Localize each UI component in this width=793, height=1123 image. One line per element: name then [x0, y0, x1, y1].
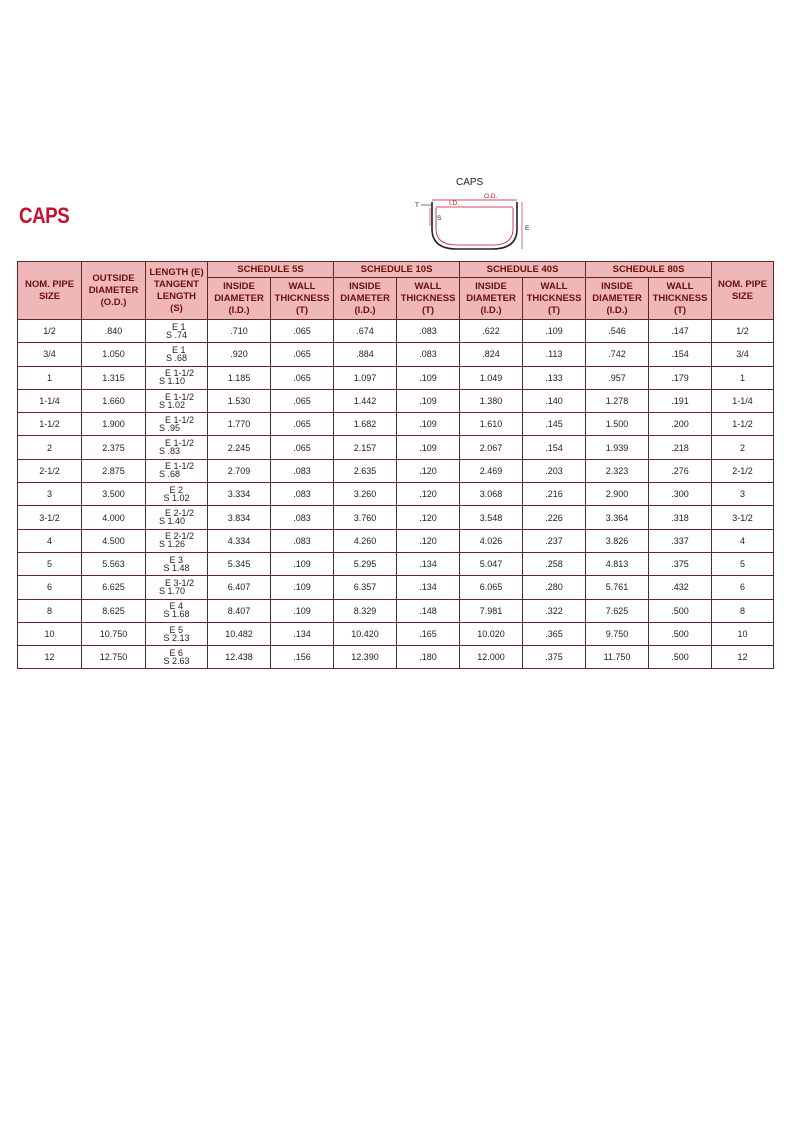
length-values [159, 532, 194, 548]
cell-5s-wall-thickness: .083 [271, 483, 334, 506]
length-e-value: E 6 [169, 647, 183, 658]
cell-80s-inside-diameter: 1.500 [586, 413, 649, 436]
table-row [18, 413, 774, 436]
cell-5s-wall-thickness: .083 [271, 529, 334, 552]
cell-5s-wall-thickness: .134 [271, 622, 334, 645]
cell-nom-pipe-size: 4 [18, 529, 82, 552]
header-schedule-80s: SCHEDULE 80S [586, 262, 712, 278]
cell-nom-pipe-size-right: 4 [712, 529, 774, 552]
length-values [159, 509, 194, 525]
cell-80s-inside-diameter: .957 [586, 366, 649, 389]
cell-nom-pipe-size-right: 12 [712, 646, 774, 669]
cell-40s-wall-thickness: .258 [523, 552, 586, 575]
cell-40s-wall-thickness: .203 [523, 459, 586, 482]
cell-length [146, 459, 208, 482]
cell-outside-diameter: 5.563 [82, 552, 146, 575]
cell-length [146, 576, 208, 599]
table-header-group-row [18, 262, 774, 278]
cell-outside-diameter: 2.875 [82, 459, 146, 482]
table-body [18, 320, 774, 669]
header-schedule-10s: SCHEDULE 10S [334, 262, 460, 278]
cell-5s-wall-thickness: .065 [271, 436, 334, 459]
length-values [159, 579, 194, 595]
cell-80s-wall-thickness: .300 [649, 483, 712, 506]
cell-80s-wall-thickness: .191 [649, 389, 712, 412]
cell-outside-diameter: 4.000 [82, 506, 146, 529]
cell-40s-inside-diameter: 2.469 [460, 459, 523, 482]
diagram-s-label: S [437, 215, 442, 222]
cell-40s-wall-thickness: .154 [523, 436, 586, 459]
cell-5s-inside-diameter: .920 [208, 343, 271, 366]
length-s-value: S 2.13 [163, 632, 190, 643]
length-s-value: S 2.63 [163, 655, 190, 666]
cell-40s-inside-diameter: 10.020 [460, 622, 523, 645]
cell-10s-wall-thickness: .109 [397, 389, 460, 412]
cell-5s-inside-diameter: 6.407 [208, 576, 271, 599]
cell-10s-inside-diameter: .884 [334, 343, 397, 366]
cell-40s-wall-thickness: .365 [523, 622, 586, 645]
cell-10s-inside-diameter: .674 [334, 320, 397, 343]
header-5s-wall-thickness: WALL THICKNESS (T) [271, 278, 334, 320]
cell-10s-wall-thickness: .109 [397, 413, 460, 436]
cell-nom-pipe-size: 1 [18, 366, 82, 389]
cell-40s-wall-thickness: .140 [523, 389, 586, 412]
length-e-value: E 4 [169, 601, 183, 612]
cell-nom-pipe-size: 3-1/2 [18, 506, 82, 529]
length-e-value: E 5 [169, 624, 183, 635]
cell-length [146, 646, 208, 669]
cell-length [146, 599, 208, 622]
cell-80s-inside-diameter: .546 [586, 320, 649, 343]
length-e-value: E 3-1/2 [164, 577, 195, 588]
cell-5s-wall-thickness: .065 [271, 413, 334, 436]
caps-diagram [412, 174, 542, 254]
cell-5s-wall-thickness: .083 [271, 459, 334, 482]
cell-5s-inside-diameter: 8.407 [208, 599, 271, 622]
cell-80s-inside-diameter: 1.278 [586, 389, 649, 412]
cap-outer-outline [432, 202, 517, 249]
cell-length [146, 320, 208, 343]
cell-5s-inside-diameter: 12.438 [208, 646, 271, 669]
cell-80s-wall-thickness: .147 [649, 320, 712, 343]
cell-nom-pipe-size: 10 [18, 622, 82, 645]
cell-nom-pipe-size-right: 2 [712, 436, 774, 459]
header-40s-wall-thickness: WALL THICKNESS (T) [523, 278, 586, 320]
cell-nom-pipe-size-right: 3/4 [712, 343, 774, 366]
length-s-value: S 1.70 [158, 585, 186, 596]
table-row [18, 483, 774, 506]
cell-10s-wall-thickness: .134 [397, 552, 460, 575]
header-length: LENGTH (E) TANGENT LENGTH (S) [146, 262, 208, 320]
cell-80s-wall-thickness: .375 [649, 552, 712, 575]
table-row [18, 646, 774, 669]
length-s-value: S .74 [165, 329, 187, 340]
cell-40s-wall-thickness: .145 [523, 413, 586, 436]
cell-5s-inside-diameter: 1.770 [208, 413, 271, 436]
cell-5s-wall-thickness: .156 [271, 646, 334, 669]
length-e-value: E 2-1/2 [164, 508, 195, 519]
cell-80s-wall-thickness: .337 [649, 529, 712, 552]
cell-5s-inside-diameter: 4.334 [208, 529, 271, 552]
cell-length [146, 506, 208, 529]
cell-length [146, 343, 208, 366]
header-schedule-40s: SCHEDULE 40S [460, 262, 586, 278]
cell-nom-pipe-size-right: 5 [712, 552, 774, 575]
cell-nom-pipe-size: 2-1/2 [18, 459, 82, 482]
cell-nom-pipe-size-right: 1-1/4 [712, 389, 774, 412]
length-s-value: S 1.26 [158, 539, 186, 550]
length-e-value: E 2 [169, 484, 183, 495]
cell-40s-wall-thickness: .375 [523, 646, 586, 669]
table-row [18, 529, 774, 552]
cell-nom-pipe-size: 1/2 [18, 320, 82, 343]
length-values [159, 393, 194, 409]
cell-40s-inside-diameter: 2.067 [460, 436, 523, 459]
cell-outside-diameter: 2.375 [82, 436, 146, 459]
cell-40s-inside-diameter: 5.047 [460, 552, 523, 575]
cell-10s-wall-thickness: .120 [397, 529, 460, 552]
cell-length [146, 529, 208, 552]
cell-10s-inside-diameter: 1.442 [334, 389, 397, 412]
cell-80s-wall-thickness: .218 [649, 436, 712, 459]
length-e-value: E 1-1/2 [164, 414, 195, 425]
cell-5s-wall-thickness: .065 [271, 320, 334, 343]
cell-5s-inside-diameter: .710 [208, 320, 271, 343]
length-e-value: E 1 [171, 344, 186, 355]
table-row [18, 320, 774, 343]
cell-outside-diameter: 1.660 [82, 389, 146, 412]
cell-nom-pipe-size: 3 [18, 483, 82, 506]
length-values [159, 462, 194, 478]
cell-10s-inside-diameter: 10.420 [334, 622, 397, 645]
cell-80s-wall-thickness: .500 [649, 622, 712, 645]
cell-10s-inside-diameter: 1.682 [334, 413, 397, 436]
caps-table [17, 261, 774, 669]
header-outside-diameter: OUTSIDE DIAMETER (O.D.) [82, 262, 146, 320]
cell-nom-pipe-size-right: 3-1/2 [712, 506, 774, 529]
cell-outside-diameter: 12.750 [82, 646, 146, 669]
cell-80s-wall-thickness: .200 [649, 413, 712, 436]
table-row [18, 436, 774, 459]
cell-nom-pipe-size: 1-1/2 [18, 413, 82, 436]
header-5s-inside-diameter: INSIDE DIAMETER (I.D.) [208, 278, 271, 320]
cell-5s-inside-diameter: 2.245 [208, 436, 271, 459]
cell-80s-inside-diameter: 11.750 [586, 646, 649, 669]
cell-length [146, 389, 208, 412]
cell-40s-wall-thickness: .237 [523, 529, 586, 552]
cell-5s-inside-diameter: 3.834 [208, 506, 271, 529]
cell-40s-inside-diameter: 1.049 [460, 366, 523, 389]
cell-40s-wall-thickness: .109 [523, 320, 586, 343]
cell-10s-wall-thickness: .165 [397, 622, 460, 645]
length-s-value: S 1.40 [158, 516, 186, 527]
length-e-value: E 1-1/2 [164, 391, 195, 402]
header-nom-pipe-size-right: NOM. PIPE SIZE [712, 262, 774, 320]
table-row [18, 506, 774, 529]
cell-80s-wall-thickness: .318 [649, 506, 712, 529]
cell-length [146, 552, 208, 575]
length-s-value: S .68 [165, 352, 187, 363]
cell-5s-inside-diameter: 3.334 [208, 483, 271, 506]
cell-40s-wall-thickness: .226 [523, 506, 586, 529]
cell-5s-wall-thickness: .109 [271, 552, 334, 575]
cell-10s-wall-thickness: .120 [397, 506, 460, 529]
cell-80s-inside-diameter: 9.750 [586, 622, 649, 645]
cell-outside-diameter: 1.315 [82, 366, 146, 389]
cell-80s-inside-diameter: 2.900 [586, 483, 649, 506]
cell-5s-inside-diameter: 1.530 [208, 389, 271, 412]
length-s-value: S .68 [158, 469, 180, 480]
cell-10s-inside-diameter: 3.260 [334, 483, 397, 506]
cell-10s-wall-thickness: .180 [397, 646, 460, 669]
cell-length [146, 366, 208, 389]
length-values [166, 346, 187, 362]
length-values [163, 602, 189, 618]
cell-outside-diameter: 10.750 [82, 622, 146, 645]
cell-80s-wall-thickness: .154 [649, 343, 712, 366]
cell-10s-inside-diameter: 8.329 [334, 599, 397, 622]
length-e-value: E 2-1/2 [164, 531, 195, 542]
cell-outside-diameter: 1.050 [82, 343, 146, 366]
cell-80s-inside-diameter: .742 [586, 343, 649, 366]
length-s-value: S .83 [158, 446, 180, 457]
length-e-value: E 1-1/2 [164, 368, 195, 379]
cell-40s-inside-diameter: .824 [460, 343, 523, 366]
length-values [159, 416, 194, 432]
length-values [163, 649, 189, 665]
cell-10s-wall-thickness: .083 [397, 343, 460, 366]
cap-inner-outline [436, 208, 513, 245]
cell-outside-diameter: 6.625 [82, 576, 146, 599]
cell-80s-wall-thickness: .276 [649, 459, 712, 482]
table-row [18, 576, 774, 599]
cell-40s-inside-diameter: 6.065 [460, 576, 523, 599]
cell-40s-wall-thickness: .322 [523, 599, 586, 622]
cell-10s-inside-diameter: 5.295 [334, 552, 397, 575]
cell-length [146, 622, 208, 645]
header-40s-inside-diameter: INSIDE DIAMETER (I.D.) [460, 278, 523, 320]
cell-80s-inside-diameter: 3.364 [586, 506, 649, 529]
cell-nom-pipe-size: 1-1/4 [18, 389, 82, 412]
cell-nom-pipe-size: 6 [18, 576, 82, 599]
cell-nom-pipe-size-right: 1/2 [712, 320, 774, 343]
cell-10s-wall-thickness: .134 [397, 576, 460, 599]
cell-10s-wall-thickness: .109 [397, 366, 460, 389]
length-s-value: S 1.02 [158, 399, 186, 410]
cell-10s-inside-diameter: 2.635 [334, 459, 397, 482]
cell-40s-inside-diameter: 3.068 [460, 483, 523, 506]
cell-nom-pipe-size-right: 10 [712, 622, 774, 645]
cell-40s-wall-thickness: .113 [523, 343, 586, 366]
cell-40s-inside-diameter: 1.380 [460, 389, 523, 412]
cell-10s-inside-diameter: 12.390 [334, 646, 397, 669]
cell-nom-pipe-size-right: 8 [712, 599, 774, 622]
cell-40s-inside-diameter: 4.026 [460, 529, 523, 552]
cell-length [146, 483, 208, 506]
cell-40s-wall-thickness: .280 [523, 576, 586, 599]
length-values [166, 323, 187, 339]
cell-5s-wall-thickness: .109 [271, 576, 334, 599]
table-row [18, 366, 774, 389]
cell-outside-diameter: 3.500 [82, 483, 146, 506]
cell-10s-wall-thickness: .083 [397, 320, 460, 343]
cell-80s-inside-diameter: 7.625 [586, 599, 649, 622]
cell-nom-pipe-size: 8 [18, 599, 82, 622]
cell-nom-pipe-size: 12 [18, 646, 82, 669]
cell-80s-inside-diameter: 4.813 [586, 552, 649, 575]
header-80s-inside-diameter: INSIDE DIAMETER (I.D.) [586, 278, 649, 320]
cell-5s-wall-thickness: .065 [271, 343, 334, 366]
cell-80s-inside-diameter: 3.826 [586, 529, 649, 552]
cell-nom-pipe-size-right: 3 [712, 483, 774, 506]
page-title: CAPS [19, 203, 70, 228]
cell-40s-inside-diameter: 1.610 [460, 413, 523, 436]
length-s-value: S 1.48 [163, 562, 190, 573]
length-e-value: E 1-1/2 [164, 461, 195, 472]
cell-10s-inside-diameter: 2.157 [334, 436, 397, 459]
cell-nom-pipe-size-right: 1 [712, 366, 774, 389]
cell-5s-wall-thickness: .083 [271, 506, 334, 529]
header-schedule-5s: SCHEDULE 5S [208, 262, 334, 278]
length-s-value: S .95 [158, 422, 180, 433]
cell-nom-pipe-size-right: 6 [712, 576, 774, 599]
length-e-value: E 3 [169, 554, 183, 565]
length-s-value: S 1.10 [158, 376, 186, 387]
header-80s-wall-thickness: WALL THICKNESS (T) [649, 278, 712, 320]
cell-10s-inside-diameter: 4.260 [334, 529, 397, 552]
length-values [163, 486, 189, 502]
length-e-value: E 1 [171, 321, 186, 332]
cell-80s-wall-thickness: .500 [649, 646, 712, 669]
cell-10s-wall-thickness: .120 [397, 459, 460, 482]
cell-nom-pipe-size-right: 2-1/2 [712, 459, 774, 482]
cell-80s-inside-diameter: 2.323 [586, 459, 649, 482]
cell-40s-wall-thickness: .216 [523, 483, 586, 506]
length-s-value: S 1.02 [163, 492, 190, 503]
table-row [18, 459, 774, 482]
cell-nom-pipe-size: 3/4 [18, 343, 82, 366]
table-row [18, 599, 774, 622]
cell-10s-inside-diameter: 6.357 [334, 576, 397, 599]
diagram-od-label: O.D. [484, 193, 498, 200]
cell-nom-pipe-size: 5 [18, 552, 82, 575]
cell-40s-wall-thickness: .133 [523, 366, 586, 389]
cell-10s-wall-thickness: .120 [397, 483, 460, 506]
cell-nom-pipe-size-right: 1-1/2 [712, 413, 774, 436]
cell-80s-inside-diameter: 1.939 [586, 436, 649, 459]
table-row [18, 343, 774, 366]
cell-length [146, 413, 208, 436]
header-10s-inside-diameter: INSIDE DIAMETER (I.D.) [334, 278, 397, 320]
cell-10s-wall-thickness: .109 [397, 436, 460, 459]
cell-10s-inside-diameter: 1.097 [334, 366, 397, 389]
cell-40s-inside-diameter: .622 [460, 320, 523, 343]
length-values [163, 556, 189, 572]
cell-5s-inside-diameter: 1.185 [208, 366, 271, 389]
cell-80s-wall-thickness: .500 [649, 599, 712, 622]
length-e-value: E 1-1/2 [164, 438, 195, 449]
cell-40s-inside-diameter: 12.000 [460, 646, 523, 669]
cell-nom-pipe-size: 2 [18, 436, 82, 459]
cell-outside-diameter: 4.500 [82, 529, 146, 552]
cell-outside-diameter: 1.900 [82, 413, 146, 436]
cell-5s-inside-diameter: 2.709 [208, 459, 271, 482]
cell-5s-inside-diameter: 5.345 [208, 552, 271, 575]
cell-outside-diameter: .840 [82, 320, 146, 343]
cell-5s-wall-thickness: .065 [271, 389, 334, 412]
length-values [159, 369, 194, 385]
cell-40s-inside-diameter: 3.548 [460, 506, 523, 529]
cell-5s-inside-diameter: 10.482 [208, 622, 271, 645]
cell-10s-inside-diameter: 3.760 [334, 506, 397, 529]
cell-80s-wall-thickness: .432 [649, 576, 712, 599]
cell-length [146, 436, 208, 459]
cell-40s-inside-diameter: 7.981 [460, 599, 523, 622]
diagram-label: CAPS [456, 177, 484, 188]
length-values [159, 439, 194, 455]
cell-80s-wall-thickness: .179 [649, 366, 712, 389]
diagram-id-label: I.D. [449, 200, 460, 207]
cell-10s-wall-thickness: .148 [397, 599, 460, 622]
cell-5s-wall-thickness: .065 [271, 366, 334, 389]
cell-80s-inside-diameter: 5.761 [586, 576, 649, 599]
length-values [163, 626, 189, 642]
header-nom-pipe-size: NOM. PIPE SIZE [18, 262, 82, 320]
table-row [18, 552, 774, 575]
table-row [18, 622, 774, 645]
diagram-t-label: T [415, 202, 419, 209]
table-row [18, 389, 774, 412]
header-10s-wall-thickness: WALL THICKNESS (T) [397, 278, 460, 320]
cell-outside-diameter: 8.625 [82, 599, 146, 622]
cell-5s-wall-thickness: .109 [271, 599, 334, 622]
length-s-value: S 1.68 [163, 609, 190, 620]
diagram-e-label: E [525, 225, 530, 232]
